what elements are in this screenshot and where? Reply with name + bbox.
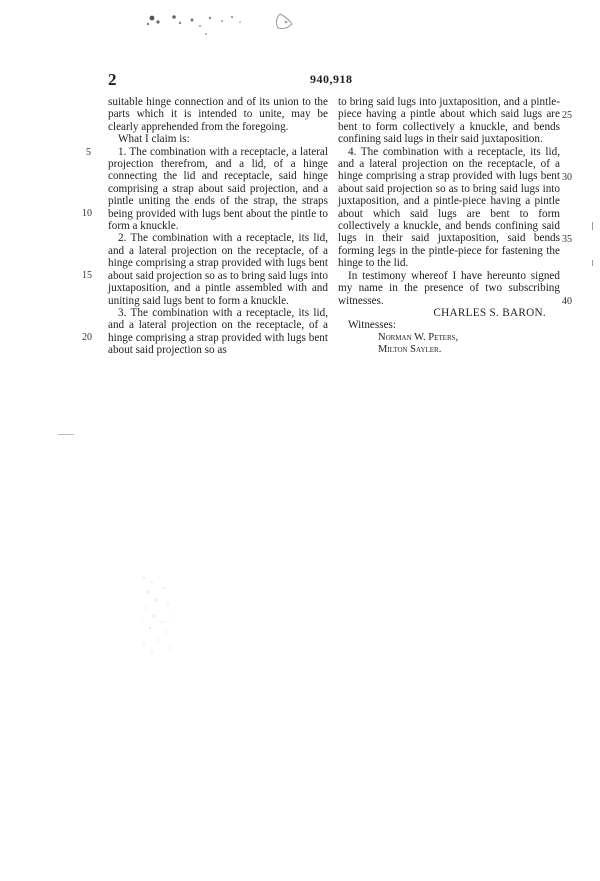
claim-2: 2. The combination with a receptacle, its lid, and a lateral projection on the receptacle, of a hinge comprising a strap provided with lugs bent about said projection so as to bring said lugs into juxtaposition, and a pintle assembled with and uniting said lugs bent to form a knuckle. bbox=[108, 232, 328, 307]
line-number: 15 bbox=[82, 270, 92, 281]
paragraph: suitable hinge connection and of its union to the parts which it is intended to unite, may be clearly apprehended from the foregoing. bbox=[108, 96, 328, 133]
claim-3-end: to bring said lugs into juxtaposition, and a pintle-piece having a pintle about which said lugs are bent to form collectively a knuckle, and bends confining said lugs in their said juxtaposition. bbox=[338, 96, 560, 146]
line-number: 35 bbox=[562, 234, 572, 245]
patent-number: 940,918 bbox=[310, 72, 353, 86]
line-number: 30 bbox=[562, 172, 572, 183]
claims-heading: What I claim is: bbox=[118, 133, 190, 146]
page-number: 2 bbox=[108, 70, 117, 89]
line-number: 25 bbox=[562, 110, 572, 121]
scan-edge-mark bbox=[592, 260, 593, 266]
inventor-signature: CHARLES S. BARON. bbox=[433, 306, 546, 319]
claim-3-start: 3. The combination with a receptacle, its lid, and a lateral projection on the receptacle, of a hinge comprising a strap provided with lugs bent about said projection so as bbox=[108, 306, 328, 357]
scan-smudge-decoration bbox=[58, 434, 74, 435]
line-number: 40 bbox=[562, 296, 572, 307]
line-number: 20 bbox=[82, 332, 92, 343]
scan-specks-decoration bbox=[140, 8, 310, 42]
scan-noise-decoration bbox=[138, 570, 176, 656]
testimony-paragraph: In testimony whereof I have hereunto signed my name in the presence of two subscribing witnesses. bbox=[338, 269, 560, 307]
witnesses-label: Witnesses: bbox=[348, 319, 397, 332]
line-number: 5 bbox=[86, 147, 91, 158]
witness-name: Milton Sayler. bbox=[378, 344, 442, 356]
claim-1: 1. The combination with a receptacle, a lateral projection therefrom, and a lid, of a hinge connecting the lid and receptacle, said hinge comprising a strap about said projection, and a pintle uniting the ends of the strap, the straps being provided with lugs bent about the pintle to form a knuckle. bbox=[108, 145, 328, 233]
claim-4: 4. The combination with a receptacle, its lid, and a lateral projection on the receptacle, of a hinge comprising a strap provided with lugs bent about said projection so as to bring said lugs into juxtaposition, and a pintle-piece having a pintle about which said lugs are bent to form collectively a knuckle, and bends confining said lugs in their said juxtaposition, said bends forming legs in the pintle-piece for fastening the hinge to the lid. bbox=[338, 145, 560, 270]
left-text-column bbox=[108, 96, 328, 357]
right-text-column bbox=[338, 96, 560, 357]
witness-name: Norman W. Peters, bbox=[378, 331, 459, 343]
line-number: 10 bbox=[82, 208, 92, 219]
scan-edge-mark bbox=[592, 222, 593, 230]
